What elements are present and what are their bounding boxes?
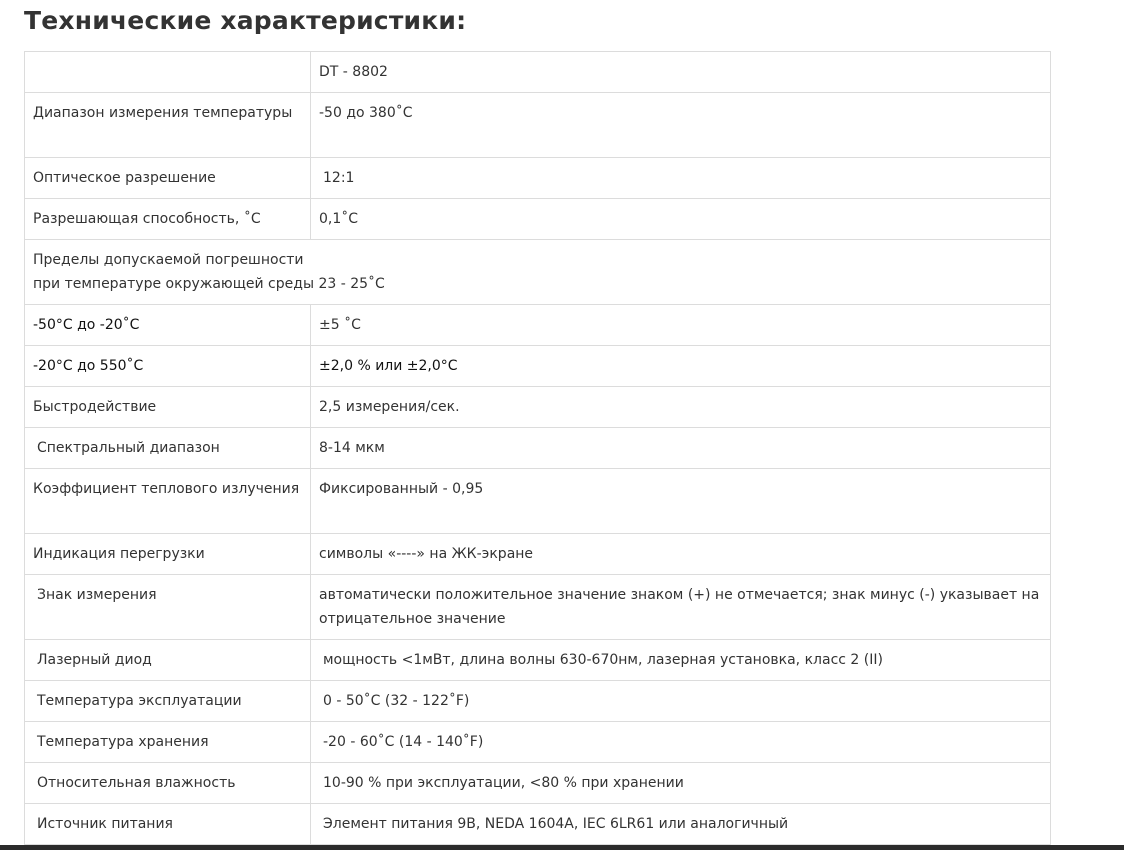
spec-label: -20°C до 550˚C — [25, 346, 311, 387]
spec-label — [25, 640, 311, 681]
spec-value-text: 0 - 50˚C (32 - 122˚F) — [323, 693, 470, 709]
table-row — [25, 469, 1051, 534]
spec-label: Индикация перегрузки — [25, 534, 311, 575]
spec-label: Быстродействие — [25, 387, 311, 428]
table-row — [25, 158, 1051, 199]
spec-value: 2,5 измерения/сек. — [311, 387, 1051, 428]
spec-label: Диапазон измерения температуры — [25, 93, 311, 158]
spec-label-text: Знак измерения — [37, 587, 157, 603]
spec-label: Разрешающая способность, ˚C — [25, 199, 311, 240]
table-row — [25, 387, 1051, 428]
spec-label — [25, 681, 311, 722]
spec-value: DT - 8802 — [311, 52, 1051, 93]
spec-label-text: Спектральный диапазон — [37, 440, 220, 456]
bottom-taskbar-edge — [0, 845, 1124, 850]
table-row — [25, 305, 1051, 346]
table-row — [25, 763, 1051, 804]
spec-value: 0,1˚C — [311, 199, 1051, 240]
table-row — [25, 428, 1051, 469]
spec-section-header — [25, 240, 1051, 305]
table-row — [25, 52, 1051, 93]
spec-value — [311, 681, 1051, 722]
spec-label — [25, 428, 311, 469]
spec-value: Фиксированный - 0,95 — [311, 469, 1051, 534]
spec-label: Коэффициент теплового излучения — [25, 469, 311, 534]
spec-value: 8-14 мкм — [311, 428, 1051, 469]
table-row — [25, 722, 1051, 763]
spec-value-text: 10-90 % при эксплуатации, <80 % при хранении — [323, 775, 684, 791]
table-row — [25, 681, 1051, 722]
spec-value — [311, 158, 1051, 199]
spec-value-text: Элемент питания 9В, NEDA 1604A, IEC 6LR61 или аналогичный — [323, 816, 789, 832]
spec-label-text: Температура хранения — [37, 734, 209, 750]
page-title: Технические характеристики: — [24, 6, 467, 35]
spec-label-text: Относительная влажность — [37, 775, 236, 791]
table-row — [25, 575, 1051, 640]
spec-label-text: Температура эксплуатации — [37, 693, 242, 709]
table-row — [25, 93, 1051, 158]
spec-label-text: Лазерный диод — [37, 652, 152, 668]
spec-value: ±2,0 % или ±2,0°C — [311, 346, 1051, 387]
spec-value-text: 12:1 — [323, 170, 355, 186]
spec-label: -50°C до -20˚C — [25, 305, 311, 346]
section-header-line-2: при температуре окружающей среды 23 - 25˚C — [33, 276, 385, 292]
section-header-line-1: Пределы допускаемой погрешности — [33, 252, 304, 268]
spec-label: Оптическое разрешение — [25, 158, 311, 199]
spec-value: автоматически положительное значение знаком (+) не отмечается; знак минус (-) указывает на отрицательное значение — [311, 575, 1051, 640]
spec-value: символы «----» на ЖК-экране — [311, 534, 1051, 575]
spec-value-text: мощность <1мВт, длина волны 630-670нм, лазерная установка, класс 2 (II) — [323, 652, 883, 668]
spec-value — [311, 804, 1051, 845]
table-row — [25, 346, 1051, 387]
spec-label — [25, 763, 311, 804]
spec-value-text: -20 - 60˚C (14 - 140˚F) — [323, 734, 484, 750]
table-row-merged — [25, 240, 1051, 305]
spec-value: -50 до 380˚C — [311, 93, 1051, 158]
spec-label — [25, 804, 311, 845]
spec-label — [25, 722, 311, 763]
spec-value — [311, 763, 1051, 804]
spec-label — [25, 575, 311, 640]
table-row — [25, 640, 1051, 681]
specs-table — [24, 51, 1051, 845]
table-row — [25, 199, 1051, 240]
table-row — [25, 804, 1051, 845]
spec-label — [25, 52, 311, 93]
table-row — [25, 534, 1051, 575]
spec-value — [311, 722, 1051, 763]
spec-value: ±5 ˚C — [311, 305, 1051, 346]
spec-value — [311, 640, 1051, 681]
spec-label-text: Источник питания — [37, 816, 173, 832]
